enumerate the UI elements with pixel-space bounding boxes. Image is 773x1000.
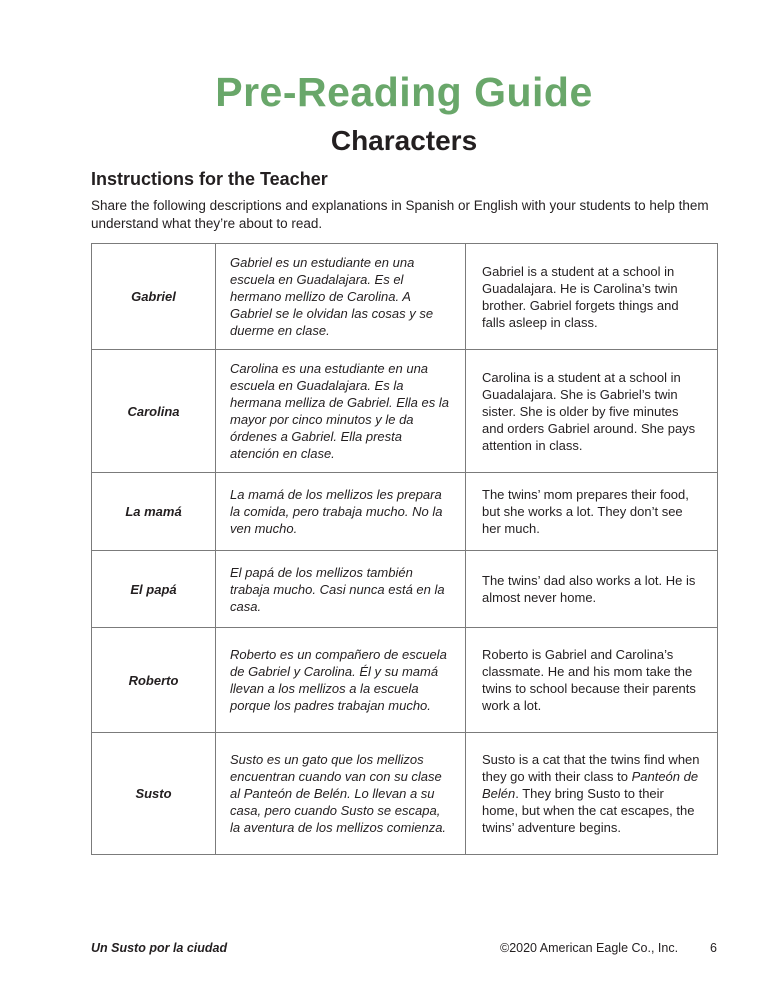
- character-description-english: The twins’ dad also works a lot. He is almost never home.: [466, 551, 718, 628]
- table-row-el-papa: [92, 551, 718, 628]
- page-footer: [91, 941, 717, 955]
- section-heading: Instructions for the Teacher: [91, 169, 328, 190]
- english-text-after: . They bring Susto to their home, but when the cat escapes, the twins’ adventure begins.: [482, 786, 695, 836]
- character-description-spanish: El papá de los mellizos también trabaja mucho. Casi nunca está en la casa.: [216, 551, 466, 628]
- character-name: El papá: [92, 551, 216, 628]
- footer-page-number: 6: [710, 941, 717, 955]
- character-description-english: Roberto is Gabriel and Carolina’s classmate. He and his mom take the twins to school because their parents work a lot.: [466, 628, 718, 733]
- page-content: [91, 0, 717, 855]
- character-description-english: [466, 733, 718, 855]
- character-name: Gabriel: [92, 244, 216, 350]
- character-name: Carolina: [92, 350, 216, 473]
- table-row-carolina: [92, 350, 718, 473]
- page-subtitle: Characters: [330, 125, 478, 157]
- footer-right-group: [500, 941, 717, 955]
- character-name: La mamá: [92, 473, 216, 551]
- table-row-gabriel: [92, 244, 718, 350]
- table-row-roberto: [92, 628, 718, 733]
- character-description-english: The twins’ mom prepares their food, but she works a lot. They don’t see her much.: [466, 473, 718, 551]
- character-description-spanish: Roberto es un compañero de escuela de Gabriel y Carolina. Él y su mamá llevan a los mellizos a la escuela porque los padres trabajan mucho.: [216, 628, 466, 733]
- character-description-spanish: Susto es un gato que los mellizos encuentran cuando van con su clase al Panteón de Belén. Lo llevan a su casa, pero cuando Susto se escapa, la aventura de los mellizos comienza.: [216, 733, 466, 855]
- character-name: Susto: [92, 733, 216, 855]
- footer-book-title: Un Susto por la ciudad: [91, 941, 228, 955]
- character-table: [91, 243, 718, 855]
- page-title: Pre-Reading Guide: [215, 69, 593, 115]
- intro-paragraph: Share the following descriptions and explanations in Spanish or English with your students to help them understand what they’re about to read.: [91, 198, 709, 231]
- table-row-la-mama: [92, 473, 718, 551]
- character-description-spanish: La mamá de los mellizos les prepara la comida, pero trabaja mucho. No la ven mucho.: [216, 473, 466, 551]
- character-description-spanish: Gabriel es un estudiante en una escuela en Guadalajara. Es el hermano mellizo de Carolina. A Gabriel se le olvidan las cosas y se duerme en clase.: [216, 244, 466, 350]
- footer-copyright: ©2020 American Eagle Co., Inc.: [499, 941, 679, 955]
- character-description-english: Carolina is a student at a school in Guadalajara. She is Gabriel’s twin sister. She is older by five minutes and orders Gabriel around. She pays attention in class.: [466, 350, 718, 473]
- english-text-italic-title: Panteón de Belén: [482, 769, 699, 802]
- character-name: Roberto: [92, 628, 216, 733]
- character-description-english: Gabriel is a student at a school in Guadalajara. He is Carolina’s twin brother. Gabriel forgets things and falls asleep in class.: [466, 244, 718, 350]
- english-text-before: Susto is a cat that the twins find when they go with their class to: [482, 752, 700, 785]
- table-row-susto: [92, 733, 718, 855]
- character-description-spanish: Carolina es una estudiante en una escuela en Guadalajara. Es la hermana melliza de Gabriel. Ella es la mayor por cinco minutos y le da órdenes a Gabriel. Ella presta atención en clase.: [216, 350, 466, 473]
